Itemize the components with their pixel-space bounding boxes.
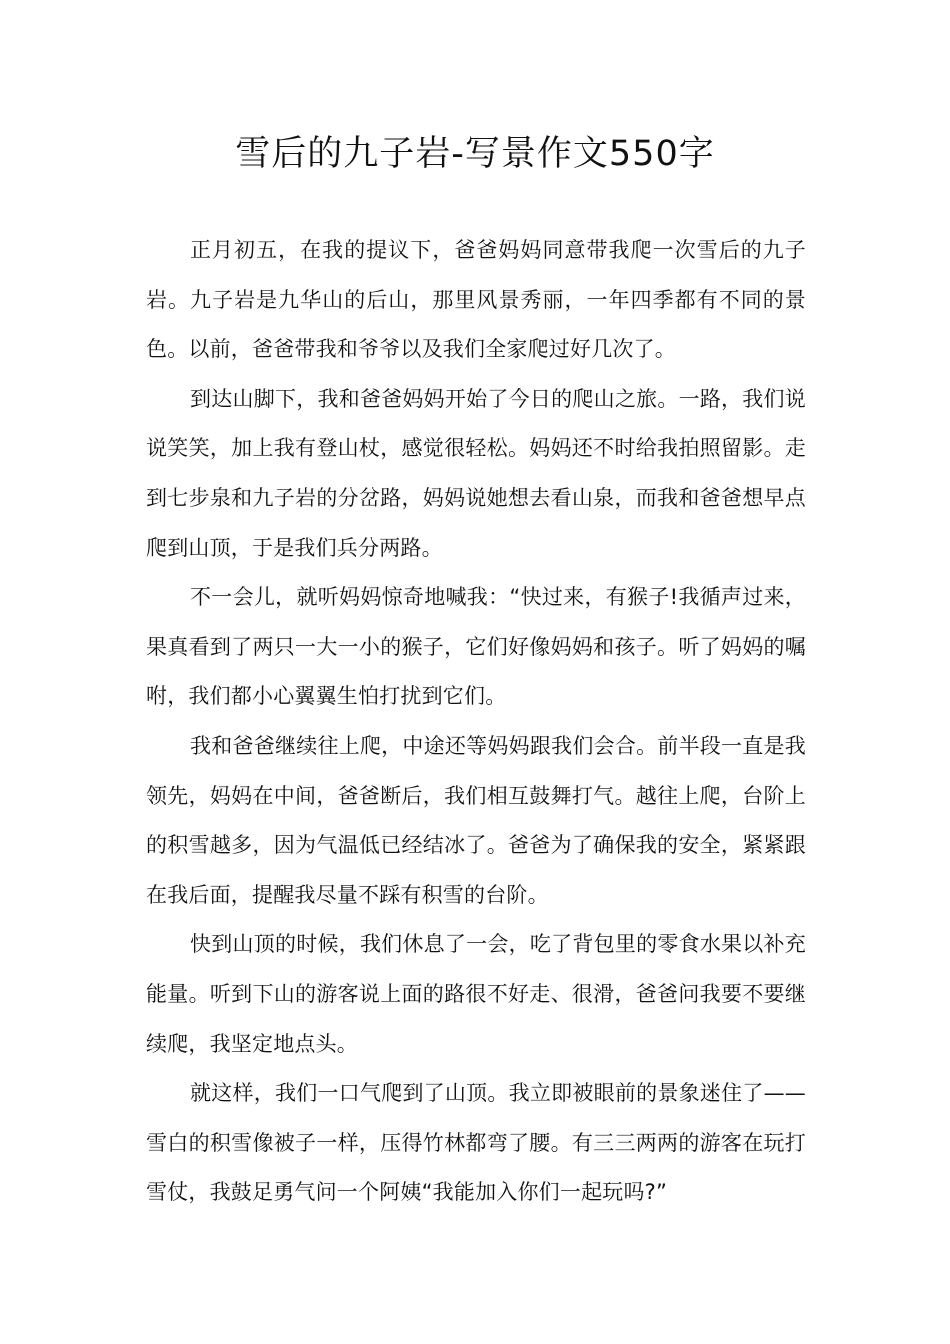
paragraph-2: 到达山脚下，我和爸爸妈妈开始了今日的爬山之旅。一路，我们说说笑笑，加上我有登山杖，感觉很轻松。妈妈还不时给我拍照留影。走到七步泉和九子岩的分岔路，妈妈说她想去看山泉，而我和爸爸想早点爬到山顶，于是我们兵分两路。 [146,386,806,560]
paragraph-5: 快到山顶的时候，我们休息了一会，吃了背包里的零食水果以补充能量。听到下山的游客说上面的路很不好走、很滑，爸爸问我要不要继续爬，我坚定地点头。 [146,932,806,1056]
paragraph-6: 就这样，我们一口气爬到了山顶。我立即被眼前的景象迷住了——雪白的积雪像被子一样，压得竹林都弯了腰。有三三两两的游客在玩打雪仗，我鼓足勇气问一个阿姨“我能加入你们一起玩吗?” [146,1081,806,1205]
article-body [146,226,806,1218]
paragraph-4: 我和爸爸继续往上爬，中途还等妈妈跟我们会合。前半段一直是我领先，妈妈在中间，爸爸断后，我们相互鼓舞打气。越往上爬，台阶上的积雪越多，因为气温低已经结冰了。爸爸为了确保我的安全，紧紧跟在我后面，提醒我尽量不踩有积雪的台阶。 [146,733,806,907]
paragraph-3: 不一会儿，就听妈妈惊奇地喊我：“快过来，有猴子!我循声过来，果真看到了两只一大一小的猴子，它们好像妈妈和孩子。听了妈妈的嘱咐，我们都小心翼翼生怕打扰到它们。 [146,585,806,709]
document-title: 雪后的九子岩-写景作文550字 [235,134,715,174]
paragraph-1: 正月初五，在我的提议下，爸爸妈妈同意带我爬一次雪后的九子岩。九子岩是九华山的后山，那里风景秀丽，一年四季都有不同的景色。以前，爸爸带我和爷爷以及我们全家爬过好几次了。 [146,238,806,362]
